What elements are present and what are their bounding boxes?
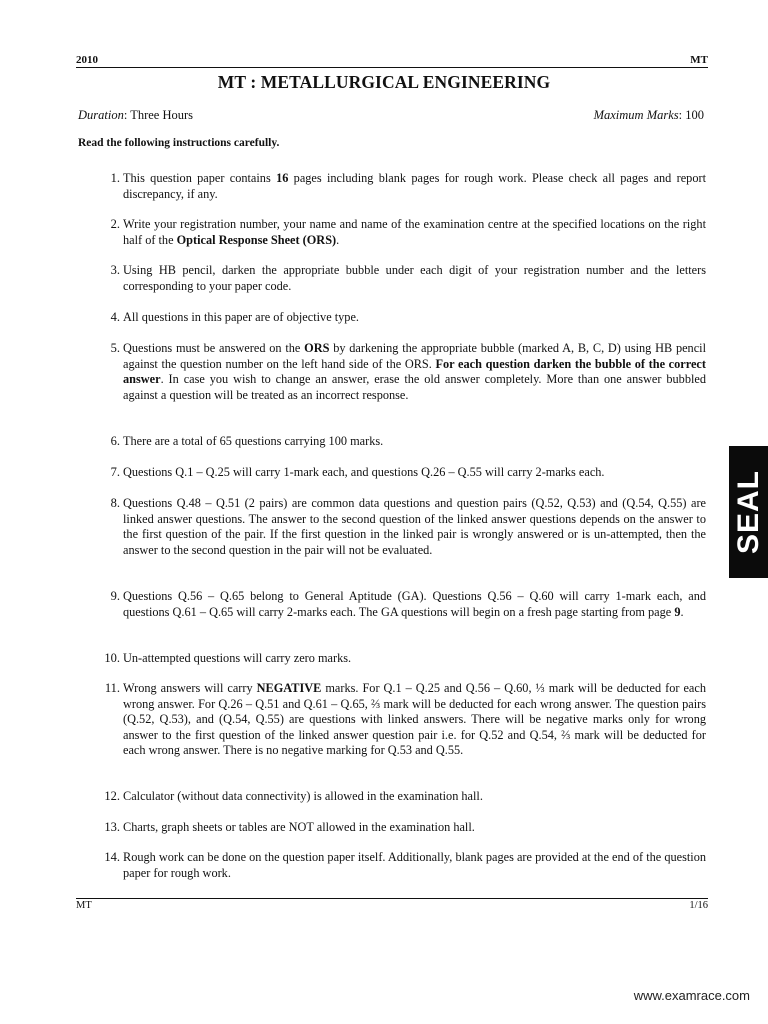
instruction-text-run: Wrong answers will carry bbox=[123, 681, 257, 695]
instruction-text bbox=[123, 589, 706, 620]
instruction-text bbox=[123, 789, 706, 805]
instruction-text-run: by darkening the appropriate bubble (marked A, B, C, D) using HB pencil against the question number on the left hand side of the ORS. bbox=[123, 341, 707, 371]
instruction-text bbox=[123, 263, 706, 294]
header-line bbox=[76, 54, 708, 68]
instruction-text-run: Questions Q.48 – Q.51 (2 pairs) are common data questions and question pairs (Q.52, Q.53) and (Q.54, Q.55) are linked answer questions. The answer to the second question of the linked answer questions depends on the answer to the first question of the pair. If the first question in the linked pair is wrongly answered or is un-attempted, then the answer to the second question in the pair will not be evaluated. bbox=[123, 496, 706, 557]
instruction-number: 4. bbox=[110, 310, 120, 324]
instruction-text bbox=[123, 820, 706, 836]
instruction-text-bold: 16 bbox=[276, 171, 289, 185]
marks-value: : 100 bbox=[678, 108, 704, 122]
paper-meta bbox=[78, 108, 704, 123]
instruction-text-run: Questions must be answered on the bbox=[123, 341, 305, 355]
instruction-number: 11. bbox=[104, 681, 120, 695]
instruction-number: 6. bbox=[110, 434, 120, 448]
instruction-text-bold: 9 bbox=[674, 604, 681, 619]
instruction-text-run: pages including blank pages for rough work. Please check all pages and report discrepancy, if any. bbox=[123, 171, 706, 201]
footer-line bbox=[76, 898, 708, 911]
instruction-text-bold: Optical Response Sheet (ORS) bbox=[176, 232, 337, 247]
instruction-text bbox=[123, 217, 706, 248]
footer-code: MT bbox=[76, 900, 92, 911]
instruction-text bbox=[123, 434, 706, 450]
instruction-text bbox=[123, 850, 706, 881]
duration-value: : Three Hours bbox=[123, 108, 194, 122]
instruction-text-run: Rough work can be done on the question paper itself. Additionally, blank pages are provided at the end of the question paper for rough work. bbox=[123, 850, 706, 880]
instruction-text bbox=[123, 465, 706, 481]
instruction-text-run: Questions Q.56 – Q.65 belong to General Aptitude (GA). Questions Q.56 – Q.60 will carry 1-mark each, and questions Q.61 – Q.65 will carry 2-marks each. The GA questions will begin on a fresh page starting from page bbox=[123, 589, 706, 619]
instruction-number: 1. bbox=[110, 171, 120, 185]
seal-text: SEAL bbox=[731, 469, 765, 555]
marks-label: Maximum Marks bbox=[593, 108, 679, 122]
instruction-text-run: Calculator (without data connectivity) is allowed in the examination hall. bbox=[123, 789, 483, 803]
instruction-text bbox=[123, 496, 706, 558]
instruction-text bbox=[123, 171, 706, 202]
instruction-number: 2. bbox=[110, 217, 120, 231]
instruction-number: 13. bbox=[104, 820, 120, 834]
header-code: MT bbox=[690, 54, 708, 66]
footer-page-number: 1/16 bbox=[689, 900, 708, 911]
instruction-number: 7. bbox=[110, 465, 120, 479]
instruction-text-run: . bbox=[680, 604, 684, 619]
instruction-number: 9. bbox=[110, 589, 120, 603]
instruction-text bbox=[123, 310, 706, 326]
instruction-text bbox=[123, 341, 706, 403]
instruction-text-run: Un-attempted questions will carry zero marks. bbox=[123, 651, 352, 665]
duration bbox=[78, 108, 193, 123]
instruction-text bbox=[123, 681, 706, 759]
instruction-number: 3. bbox=[110, 263, 120, 277]
instruction-number: 10. bbox=[104, 651, 120, 665]
read-instructions-heading: Read the following instructions carefully. bbox=[78, 137, 280, 149]
instruction-number: 8. bbox=[110, 496, 120, 510]
instruction-text-run: . In case you wish to change an answer, erase the old answer completely. More than one answer bubbled against a question will be treated as an incorrect response. bbox=[123, 372, 706, 402]
instruction-text-bold: NEGATIVE bbox=[256, 681, 322, 695]
instruction-text bbox=[123, 651, 706, 667]
instruction-text-run: Questions Q.1 – Q.25 will carry 1-mark each, and questions Q.26 – Q.55 will carry 2-marks each. bbox=[123, 465, 605, 479]
watermark-url: www.examrace.com bbox=[633, 988, 750, 1003]
instruction-number: 14. bbox=[104, 850, 120, 864]
instruction-text-bold: ORS bbox=[304, 341, 330, 355]
instruction-text-run: . bbox=[336, 232, 340, 247]
instruction-text-run: This question paper contains bbox=[123, 171, 277, 185]
instruction-text-run: Charts, graph sheets or tables are NOT allowed in the examination hall. bbox=[123, 820, 475, 834]
instruction-text-run: marks. For Q.1 – Q.25 and Q.56 – Q.60, ⅓ mark will be deducted for each wrong answer. For Q.26 – Q.51 and Q.61 – Q.65, ⅔ mark will be deducted for each wrong answer. The question pairs (Q.52, Q.53), and (Q.54, Q.55) are questions with linked answers. There will be negative marks only for wrong answer to the first question of the linked answer question pair i.e. for Q.52 and Q.54, ⅔ mark will be deducted for each wrong answer. There is no negative marking for Q.53 and Q.55. bbox=[123, 681, 706, 757]
header-year: 2010 bbox=[76, 54, 98, 66]
instruction-text-run: There are a total of 65 questions carrying 100 marks. bbox=[123, 434, 384, 448]
instruction-text-run: Write your registration number, your name and name of the examination centre at the specified locations on the right half of the bbox=[123, 217, 706, 247]
paper-title: MT : METALLURGICAL ENGINEERING bbox=[217, 72, 551, 92]
instruction-number: 5. bbox=[110, 341, 120, 355]
max-marks bbox=[594, 108, 704, 123]
instruction-text-run: All questions in this paper are of objective type. bbox=[123, 310, 359, 324]
instruction-text-bold: For each question darken the bubble of the correct answer bbox=[123, 356, 706, 386]
instruction-number: 12. bbox=[104, 789, 120, 803]
seal-stamp bbox=[729, 446, 768, 578]
instruction-text-run: Using HB pencil, darken the appropriate bubble under each digit of your registration number and the letters corresponding to your paper code. bbox=[123, 263, 706, 293]
duration-label: Duration bbox=[78, 108, 124, 122]
